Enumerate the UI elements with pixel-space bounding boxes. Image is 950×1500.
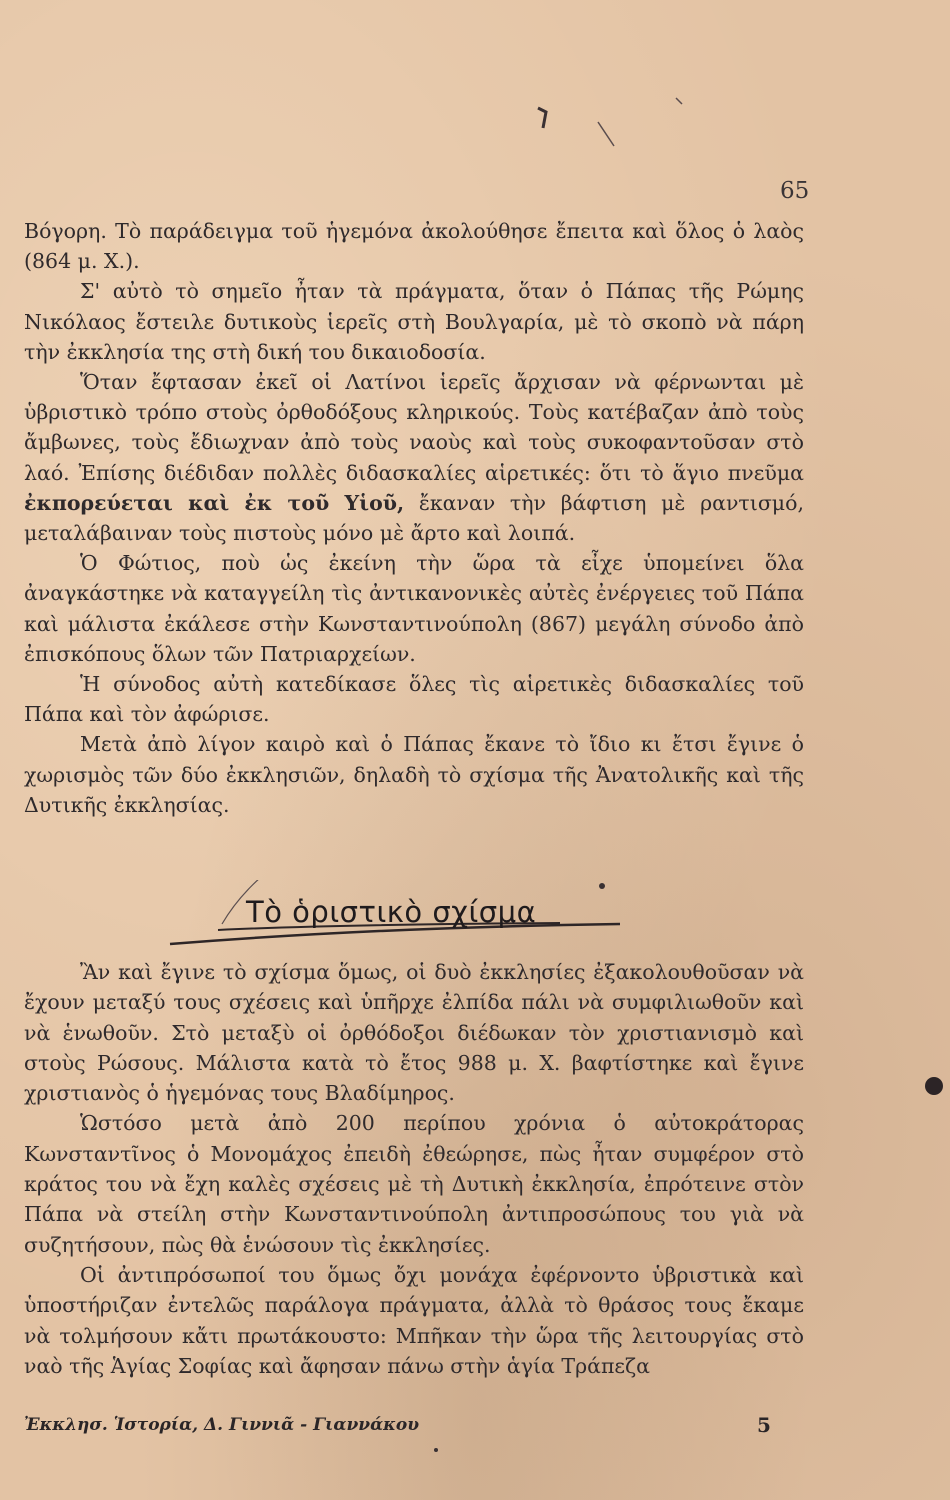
emphasized-text: ἐκπορεύεται καὶ ἐκ τοῦ Υἱοῦ, (24, 490, 405, 515)
paragraph: Ἂν καὶ ἔγινε τὸ σχίσμα ὅμως, οἱ δυὸ ἐκκλησίες ἐξακολουθοῦσαν νὰ ἔχουν μεταξύ τους σχέσεις καὶ ὑπῆρχε ἐλπίδα πάλι νὰ συμφιλιωθοῦν καὶ νὰ ἑνωθοῦν. Στὸ μεταξὺ οἱ ὀρθόδοξοι διέδωκαν τὸν χριστιανισμὸ καὶ στοὺς Ρώσους. Μάλιστα κατὰ τὸ ἔτος 988 μ. Χ. βαφτίστηκε καὶ ἔγινε χριστιανὸς ὁ ἡγεμόνας τους Βλαδίμηρος. (24, 960, 804, 1106)
paragraph-text: ἔκαναν τὴν βάφτιση μὲ ραντισμό, μεταλάβαιναν τοὺς πιστοὺς μόνο μὲ ἄρτο καὶ λοιπά. (24, 490, 804, 546)
paragraph: Οἱ ἀντιπρόσωποί του ὅμως ὄχι μονάχα ἐφέρνοντο ὑβριστικὰ καὶ ὑποστήριζαν ἐντελῶς παράλογα πράγματα, ἀλλὰ τὸ θράσος τους ἔκαμε νὰ τολμήσουν κἄτι πρωτάκουστο: Μπῆκαν τὴν ὥρα τῆς λειτουργίας στὸ ναὸ τῆς Ἁγίας Σοφίας καὶ ἄφησαν πάνω στὴν ἁγία Τράπεζα (24, 1262, 804, 1378)
page-number: 65 (780, 178, 810, 204)
paragraph: Μετὰ ἀπὸ λίγον καιρὸ καὶ ὁ Πάπας ἔκανε τὸ ἴδιο κι ἔτσι ἔγινε ὁ χωρισμὸς τῶν δύο ἐκκλησιῶν, δηλαδὴ τὸ σχίσμα τῆς Ἀνατολικῆς καὶ τῆς Δυτικῆς ἐκκλησίας. (24, 732, 804, 817)
paragraph-text: Ὅταν ἔφτασαν ἐκεῖ οἱ Λατίνοι ἱερεῖς ἄρχισαν νὰ φέρνωνται μὲ ὑβριστικὸ τρόπο στοὺς ὀρθοδόξους κληρικούς. Τοὺς κατέβαζαν ἀπὸ τοὺς ἄμβωνες, τοὺς ἔδιωχναν ἀπὸ τοὺς ναοὺς καὶ τοὺς συκοφαντοῦσαν στὸ λαό. Ἐπίσης διέδιδαν πολλὲς διδασκαλίες αἱρετικές: ὅτι τὸ ἅγιο πνεῦμα (24, 370, 804, 485)
paragraph: Ὁ Φώτιος, ποὺ ὡς ἐκείνη τὴν ὥρα τὰ εἶχε ὑπομείνει ὅλα ἀναγκάστηκε νὰ καταγγείλη τὶς ἀντικανονικὲς αὐτὲς ἐνέργειες τοῦ Πάπα καὶ μάλιστα ἐκάλεσε στὴν Κωνσταντινούπολη (867) μεγάλη σύνοδο ἀπὸ ἐπισκόπους ὅλων τῶν Πατριαρχείων. (24, 551, 804, 666)
paragraph: Σ' αὐτὸ τὸ σημεῖο ἦταν τὰ πράγματα, ὅταν ὁ Πάπας τῆς Ρώμης Νικόλαος ἔστειλε δυτικοὺς ἱερεῖς στὴ Βουλγαρία, μὲ τὸ σκοπὸ νὰ πάρη τὴν ἐκκλησία της στὴ δική του δικαιοδοσία. (24, 279, 804, 364)
footer-signature-number: 5 (757, 1413, 771, 1437)
section-title: Τὸ ὁριστικὸ σχίσμα (246, 895, 537, 929)
paragraph: Ὡστόσο μετὰ ἀπὸ 200 περίπου χρόνια ὁ αὐτοκράτορας Κωνσταντῖνος ὁ Μονομάχος ἐπειδὴ ἐθεώρησε, πὼς ἦταν συμφέρον στὸ κράτος του νὰ ἔχη καλὲς σχέσεις μὲ τὴ Δυτικὴ ἐκκλησία, ἐπρότεινε στὸν Πάπα νὰ στείλη στὴν Κωνσταντινούπολη ἀντιπροσώπους του γιὰ νὰ συζητήσουν, πὼς θὰ ἑνώσουν τὶς ἐκκλησίες. (24, 1111, 804, 1257)
footer-book-title: Ἐκκλησ. Ἱστορία, Δ. Γιννιᾶ - Γιαννάκου (24, 1415, 420, 1435)
paragraph: Ἡ σύνοδος αὐτὴ κατεδίκασε ὅλες τὶς αἱρετικὲς διδασκαλίες τοῦ Πάπα καὶ τὸν ἀφώρισε. (24, 672, 804, 727)
paragraph: Βόγορη. Τὸ παράδειγμα τοῦ ἡγεμόνα ἀκολούθησε ἔπειτα καὶ ὅλος ὁ λαὸς (864 μ. Χ.). (24, 219, 804, 274)
